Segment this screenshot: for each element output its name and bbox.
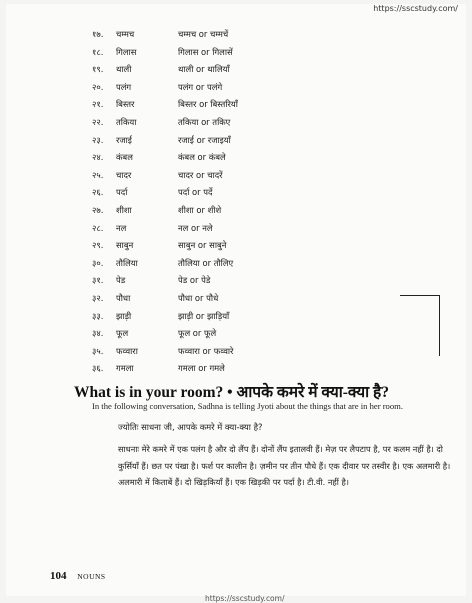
word-singular: फव्वारा	[116, 345, 138, 356]
word-row	[92, 44, 392, 62]
word-row	[92, 132, 392, 150]
word-row	[92, 167, 392, 185]
word-plural: बिस्तर or बिस्तरियाँ	[178, 99, 238, 110]
word-singular: पौधा	[116, 292, 131, 303]
word-singular: पर्दा	[116, 187, 128, 198]
word-row	[92, 149, 392, 167]
word-singular: झाड़ी	[116, 310, 132, 321]
word-row	[92, 96, 392, 114]
word-plural: झाड़ी or झाड़ियाँ	[178, 310, 230, 321]
word-plural: पौधा or पौधे	[178, 292, 219, 303]
section-heading: What is in your room? • आपके कमरे में क्या-क्या है?	[74, 384, 390, 401]
word-number: १९.	[92, 64, 104, 75]
word-plural: नल or नले	[178, 222, 213, 233]
word-plural: गमला or गमले	[178, 363, 225, 374]
word-row	[92, 255, 392, 273]
watermark-url-top: https://sscstudy.com/	[373, 4, 458, 13]
word-row	[92, 308, 392, 326]
word-number: ३३.	[92, 310, 104, 321]
word-singular: चादर	[116, 169, 132, 180]
word-plural: कंबल or कंबले	[178, 152, 226, 163]
word-singular: पलंग	[116, 81, 132, 92]
word-number: २७.	[92, 204, 104, 215]
word-number: ३०.	[92, 257, 104, 268]
word-row	[92, 290, 392, 308]
word-number: ३४.	[92, 328, 104, 339]
watermark-url-bottom: https://sscstudy.com/	[205, 594, 285, 603]
word-number: १७.	[92, 29, 104, 39]
word-number: ३५.	[92, 345, 104, 356]
word-row	[92, 114, 392, 132]
word-singular: गिलास	[116, 46, 137, 57]
bracket-line-horizontal	[400, 295, 440, 296]
word-plural: फूल or फूले	[178, 328, 217, 339]
word-singular: नल	[116, 222, 127, 233]
word-number: २४.	[92, 152, 104, 163]
word-singular: तौलिया	[116, 257, 138, 268]
word-plural: शीशा or शीशे	[178, 204, 222, 215]
section-intro: In the following conversation, Sadhna is telling Jyoti about the things that are in her room.	[92, 401, 403, 411]
word-row	[92, 360, 392, 378]
word-singular: थाली	[116, 64, 132, 75]
page-footer	[50, 570, 106, 582]
word-row	[92, 184, 392, 202]
word-row	[92, 61, 392, 79]
word-row	[92, 325, 392, 343]
word-singular: कंबल	[116, 152, 133, 163]
word-number: २६.	[92, 187, 104, 198]
word-plural: तकिया or तकिए	[178, 116, 231, 127]
word-number: २३.	[92, 134, 104, 145]
word-number: २५.	[92, 169, 104, 180]
bracket-line-vertical	[439, 295, 440, 356]
word-plural: रजाई or रजाइयाँ	[178, 134, 231, 145]
word-plural: थाली or थालियाँ	[178, 64, 230, 75]
word-list	[92, 26, 392, 378]
word-singular: तकिया	[116, 116, 137, 127]
word-singular: शीशा	[116, 204, 132, 215]
word-plural: साबुन or साबुने	[178, 240, 227, 251]
word-singular: चम्मच	[116, 29, 135, 39]
word-number: ३६.	[92, 363, 104, 374]
dialogue-greeting: ज्योतिः साधना जी, आपके कमरे में क्या-क्या है?	[118, 422, 263, 432]
word-number: २१.	[92, 99, 104, 110]
word-number: २२.	[92, 116, 104, 127]
word-plural: फव्वारा or फव्वारे	[178, 345, 234, 356]
word-number: २९.	[92, 240, 104, 251]
word-plural: पलंग or पलंगे	[178, 81, 223, 92]
word-plural: तौलिया or तौलिए	[178, 257, 234, 268]
word-singular: साबुन	[116, 240, 134, 251]
section-name: NOUNS	[77, 572, 106, 581]
word-row	[92, 220, 392, 238]
book-page	[6, 4, 466, 596]
word-singular: रजाई	[116, 134, 132, 145]
word-row	[92, 202, 392, 220]
dialogue-paragraph: साधनाः मेरे कमरे में एक पलंग है और दो लैंप हैं। दोनों लैंप इतालवी हैं। मेज़ पर लैपटाप है, पर कलम नहीं है। दो कुर्सियाँ हैं। छत पर पंखा है। फर्श पर कालीन है। ज़मीन पर तीन पौधे हैं। एक दीवार पर तस्वीर है। एक अलमारी है। अलमारी में किताबें हैं। दो खिड़कियाँ हैं। एक खिड़की पर पर्दा है। टी.वी. नहीं है।	[118, 444, 451, 488]
word-plural: चादर or चादरें	[178, 169, 223, 180]
word-number: १८.	[92, 46, 104, 57]
word-number: २०.	[92, 81, 104, 92]
word-plural: पर्दा or पर्दे	[178, 187, 213, 198]
word-singular: पेड	[116, 275, 126, 286]
word-plural: गिलास or गिलासें	[178, 46, 233, 57]
word-row	[92, 237, 392, 255]
page-number: 104	[50, 570, 67, 582]
word-plural: पेड or पेडे	[178, 275, 211, 286]
word-number: ३१.	[92, 275, 104, 286]
word-singular: फूल	[116, 328, 129, 339]
word-singular: बिस्तर	[116, 99, 135, 110]
word-number: ३२.	[92, 292, 104, 303]
word-row	[92, 343, 392, 361]
word-number: २८.	[92, 222, 104, 233]
word-row	[92, 272, 392, 290]
word-plural: चम्मच or चम्मचें	[178, 29, 229, 39]
word-singular: गमला	[116, 363, 134, 374]
word-row	[92, 26, 392, 44]
word-row	[92, 79, 392, 97]
